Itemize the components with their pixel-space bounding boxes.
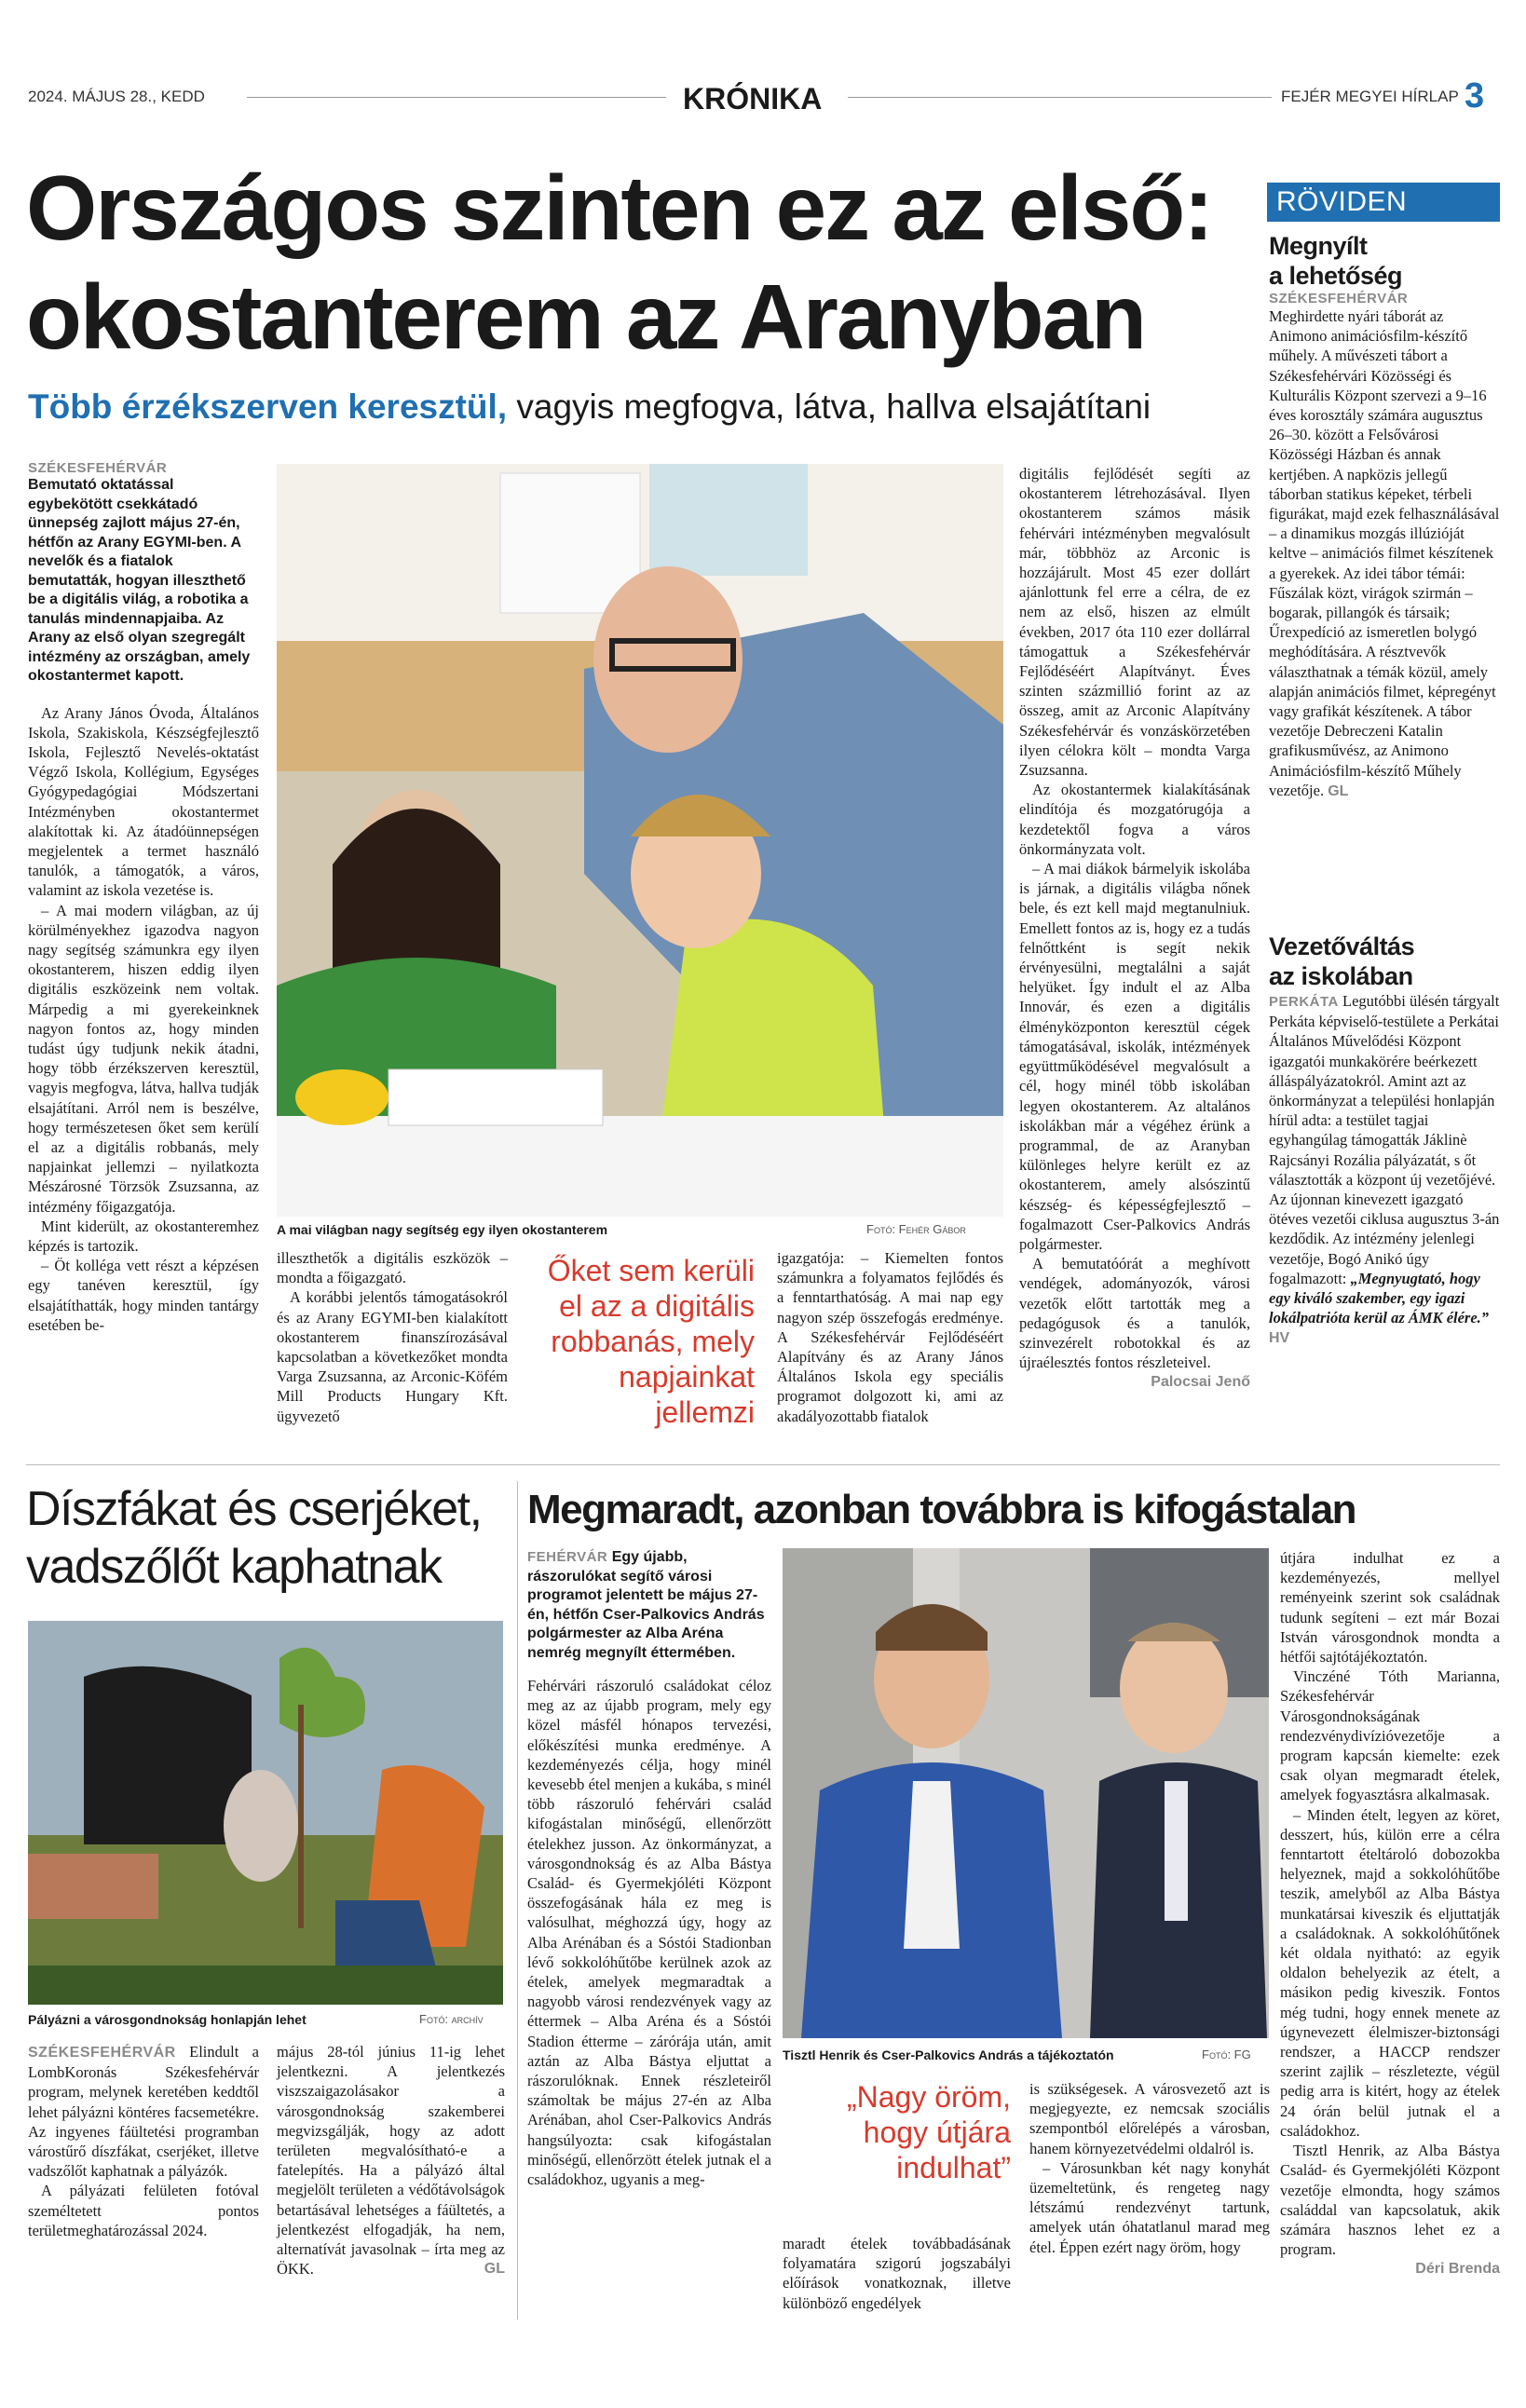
tree-photo — [28, 1621, 503, 2005]
sidebar-item1 — [1269, 231, 1500, 801]
main-col3 — [777, 1248, 1003, 1426]
food-photo-credit: Fotó: FG — [1202, 2047, 1251, 2061]
main-author: Palocsai Jenő — [1151, 1374, 1250, 1391]
tree-kicker: SZÉKESFEHÉRVÁR — [28, 2045, 176, 2061]
main-kicker: SZÉKESFEHÉRVÁR — [28, 460, 168, 476]
paragraph: is szükségesek. A városvezető azt is megjegyezte, ez nemcsak szociális szempontból előrelépés a városban, hanem környezetvédelmi oldalról is. — [1029, 2080, 1270, 2157]
paragraph: Tisztl Henrik, az Alba Bástya Család- és Gyermekjóléti Központ vezetője elmondta, hogy számos családdal van kapcsolatuk, akik számára hasznos lehet ez a program. — [1280, 2142, 1500, 2259]
paragraph: digitális fejlődését segíti az okostanterem létrehozásával. Ilyen okostanterem számos másik fehérvári intézményben megvalósult már, többhöz az Arconic is hozzájárult. Most 45 ezer dollárt ajánlottunk fel erre a célra, de ez nem az első, hiszen az elmúlt években, 2017 óta 110 ezer dollárral támogattuk a Székesfehérvár Fejlődéséért Alapítványt. Éves szinten százmillió forint az az összeg, amit az Arconic Alapítvány Székesfehérvár és vonzáskörzetében ilyen célokra költ – mondta Varga Zsuzsanna. — [1019, 465, 1250, 780]
food-lead-text: Egy újabb, rászorulókat segítő városi programot jelentett be május 27-én, hétfőn Cser-Palkovics András polgármester az Alba Aréna nemrég megnyílt éttermében. — [527, 1549, 765, 1661]
paragraph — [28, 2042, 259, 2181]
main-subhead — [28, 388, 1151, 427]
subhead-rest: vagyis megfogva, látva, hallva elsajátítani — [516, 388, 1151, 426]
main-pull-quote: Őket sem kerüli el az a digitális robbanás, mely napjainkat jellemzi — [547, 1254, 755, 1429]
tree-planting-photo-image — [28, 1621, 503, 2005]
paragraph: igazgatója: – Kiemelten fontos számunkra a folyamatos fejlődés és a fenntarthatóság. A mai nap egy nagyon szép összefogás eredménye. A Székesfehérvár Fejlődéséért Alapítvány és az Arany János Általános Iskola egy speciális programot dolgozott ki, ami az akadályozottabb fiatalok — [777, 1249, 1003, 1425]
classroom-photo-image — [277, 464, 1003, 1217]
section-title: KRÓNIKA — [683, 82, 823, 116]
main-photo — [277, 464, 1003, 1217]
headline-line: Vezetőváltás — [1269, 932, 1415, 960]
paragraph: – Városunkban két nagy konyhát üzemeltetünk, és rengeteg nagy létszámú rendezvényt tartunk, amelyek után óhatatlanul marad meg étel. Éppen ezért nagy öröm, hogy — [1029, 2158, 1270, 2256]
sidebar-item2-body: Legutóbbi ülésén tárgyalt Perkáta képviselő-testülete a Perkátai Általános Művelődési Központ igazgatói munkakörére beérkezett álláspályázatokról. Amint azt az önkormányzat a települési honlapján hírül adta: a testület tagjai egyhangúlag támogatták Jáklinè Rajcsányi Rozália pályázatát, s őt választották a központ új vezetőjévé. Az újonnan kinevezett igazgató ötéves vezetői ciklusa augusztus 3-án kezdődik. Az intézmény jelenlegi vezetője, Bogó Anikó úgy fogalmazott: — [1269, 992, 1500, 1287]
food-col1 — [527, 1548, 771, 2189]
food-photo-caption: Tisztl Henrik és Cser-Palkovics András a tájékoztatón — [783, 2047, 1114, 2062]
paragraph: A bemutatóórát a meghívott vendégek, adományozók, városi vezetők előtt tartották meg a pedagógusok és a tanulók, szinvezérelt robotokkal és az újraélesztés fontos részleteivel. — [1019, 1255, 1250, 1372]
food-kicker: FEHÉRVÁR — [527, 1549, 608, 1565]
main-col1-body — [28, 703, 259, 1336]
tree-photo-caption: Pályázni a városgondnokság honlapján lehet — [28, 2012, 307, 2027]
food-pull-quote: „Nagy öröm, hogy útjára indulhat” — [846, 2080, 1011, 2184]
sidebar-item2-quote: „Megnyugtató, hogy egy kiváló szakember, egy igazi lokálpatrióta kerül az ÁMK élére.” — [1269, 1269, 1490, 1327]
sidebar-item1-sig: GL — [1328, 782, 1349, 799]
paragraph: – Öt kollégа vett részt a képzésen egy tanéven keresztül, így elsajátíthatták, hogy minden tantárgy esetében be- — [28, 1257, 259, 1334]
main-headline-line1: Országos szinten ez az első: — [26, 156, 1212, 259]
press-conference-photo-image — [783, 1548, 1269, 2038]
sidebar-item1-text — [1269, 306, 1500, 801]
paragraph: A pályázati felületen fotóval személtetett pontos területmeghatározással 2024. — [28, 2182, 259, 2239]
food-col2a — [783, 2234, 1011, 2313]
main-photo-caption: A mai világban nagy segítség egy ilyen okostanterem — [277, 1222, 608, 1237]
header-paper-name: FEJÉR MEGYEI HÍRLAP — [1281, 88, 1459, 105]
sidebar-item2-headline — [1269, 932, 1500, 991]
paragraph: maradt ételek továbbadásának folyamatára szigorú jogszabályi előírások vonatkoznak, illetve különböző engedélyek — [783, 2235, 1011, 2312]
main-col4 — [1019, 464, 1250, 1393]
paragraph: útjára indulhat ez a kezdeményezés, mellyel reményeink szerint sok családnak tudunk segíteni – ezt már Bozai István városgondnok mondta a hétfői sajtótájékoztatón. — [1280, 1549, 1500, 1667]
paragraph — [277, 2042, 505, 2279]
page-number: 3 — [1465, 76, 1485, 116]
paragraph: Mint kiderült, az okostanteremhez képzés is tartozik. — [28, 1217, 259, 1255]
sidebar-item1-body: Meghirdette nyári táborát az Animono animációsfilm-készítő műhely. A művészeti tábort a Székesfehérvári Közösségi és Kulturális Központ szervezi a 9–16 éves korosztály számára augusztus 26–30. között a Felsővárosi Közösségi Házban és annak kertjében. A napközis jellegű táborban statikus képeket, térbeli figurákat, majd ezek felhasználásával – a dinamikus mozgás illúzióját keltve – animációs filmet készítenek a gyerekek. Az idei tábor témái: Fűszálak közt, virágok szirmán – bogarak, pillangók és társaik; Űrexpedíció az ismeretlen bolygó meghódítására. A résztvevők választhatnak a témák közül, amely alapján animációs filmet, képregényt vagy grafikát készítenek. A tábor vezetője Debreczeni Katalin grafikusművész, az Animono Animációsfilm-készítő Műhely vezetője. — [1269, 307, 1500, 799]
header-rule-right — [848, 97, 1272, 98]
tree-text: Elindult a LombKoronás Székesfehérvár program, melynek keretében keddtől lehet pályázni köntéres facsemetékre. Az ingyenes fáültetési programban várostűrő díszfákat, cserjéket, illetve vadszőlőt kaphatnak a pályázók. — [28, 2043, 259, 2181]
header-date: 2024. MÁJUS 28., KEDD — [28, 88, 205, 105]
sidebar-item2-text — [1269, 991, 1500, 1349]
paragraph: A korábbi jelentős támogatásokról és az Arany EGYMI-ben kialakított okostanterem finanszírozásával kapcsolatban a következőket mondta Varga Zsuzsanna, az Arconic-Köfém Mill Products Hungary Kft. ügyvezető — [277, 1288, 508, 1425]
subhead-highlight: Több érzékszerven keresztül, — [28, 388, 508, 426]
headline-line: a lehetőség — [1269, 262, 1403, 290]
food-col3 — [1280, 1548, 1500, 2279]
tree-headline-line1: Díszfákat és cserjéket, — [26, 1482, 482, 1536]
headline-line: Megnyílt — [1269, 232, 1368, 260]
paragraph: illeszthetők a digitális eszközök – mondta a főigazgató. — [277, 1249, 508, 1287]
main-col1 — [28, 460, 259, 1335]
tree-photo-credit: Fotó: archív — [419, 2012, 484, 2026]
food-col1-body — [527, 1676, 771, 2189]
paragraph: Vinczéné Tóth Marianna, Székesfehérvár Városgondnokságának rendezvénydivízióvezetője a program kapcsán kiemelte: ezek csak olyan megmaradt ételek, amelyek fogyasztásra alkalmasak. — [1280, 1667, 1500, 1804]
food-author: Déri Brenda — [1415, 2261, 1500, 2278]
section-divider — [26, 1464, 1500, 1465]
sidebar-item1-headline — [1269, 231, 1500, 291]
column-divider — [517, 1481, 518, 2320]
tree-col2 — [277, 2042, 505, 2279]
tree-text: május 28-tól június 11-ig lehet jelentkezni. A jelentkezés viszszaigazolásakor a városgondnokság szakemberei megvizsgálják, hogy az adott területen megvalósítható-e a fatelepítés. Ha a pályázó által megjelölt területen a védőtávolságok betartásával lehetséges a fáültetés, a jelentkezést elfogadják, ha nem, alternatívát javasolnak – írta meg az ÖKK. — [277, 2043, 505, 2279]
main-lead: Bemutató oktatással egybekötött csekkátadó ünnepség zajlott május 27-én, hétfőn az Arany EGYMI-ben. A nevelők és a fiatalok bemutatták, hogyan illeszthető be a digitális világ, a robotika a tanulás mindennapjaiba. Az Arany az első olyan szegregált intézmény az országban, amely okostantermet kapott. — [28, 477, 251, 684]
tree-sig: GL — [484, 2261, 505, 2278]
food-photo — [783, 1548, 1269, 2038]
sidebar-item2-kicker: PERKÁTA — [1269, 994, 1339, 1010]
paragraph: Fehérvári rászoruló családokat céloz meg az az újabb program, mely egy közel másfél hónapos tervezési, előkészítési munka eredménye. A kezdeményezés célja, hogy minél kevesebb étel menjen a kukába, s minél több rászoruló fehérvári család kifogástalan minőségű, ellenőrzött ételekhez jusson. Az önkormányzat, a városgondnokság és az Alba Bástya Család- és Gyermekjóléti Központ összefogásának hála ez meg is valósulhat, méghozzá úgy, hogy az Alba Arénában és a Sóstói Stadionban lévő sokkolóhűtőbe kerülnek azok az ételek, amelyek megmaradtak a nagyobb városi rendezvények vagy az éttermek – Alba Aréna és a Sóstói Stadion étterme – zárórája után, amit aztán az Alba Bástya eljuttat a rászorulóknak. Ennek részleteiről számoltak be május 27-én az Alba Arénában, ahol Cser-Palkovics András hangsúlyozta: csak kifogástalan minőségű, ellenőrzött ételek jutnak el a családokhoz, ugyanis a meg- — [527, 1677, 771, 2189]
food-headline: Megmaradt, azonban továbbra is kifogástalan — [527, 1487, 1356, 1532]
header-rule-left — [247, 97, 666, 98]
paragraph: – A mai diákok bármelyik iskolába is járnak, a digitális világba nőnek bele, és ezt kell majd megtanulniuk. Emellett fontos az is, hogy ez a tudás felnőttként is segít nekik érvényesülni, megtalálni a saját helyüket. Így indult el az Alba Innovár, és ezen a digitális élményközponton keresztül cégek támogatásával, iskolák, intézmények együttműködésével megvalósult a cél, hogy minél több iskolában legyen okostanterem. Az altalános iskolákban már a végéhez érünk a programmal, de az Aranyban különleges helyre került ez az okostanterem, amely alsószintű készség- és képességfejlesztő – fogalmazott Cser-Palkovics András polgármester. — [1019, 860, 1250, 1253]
food-lead — [527, 1548, 771, 1663]
sidebar-title: RÖVIDEN — [1276, 186, 1408, 217]
paragraph: Az Arany János Óvoda, Általános Iskola, Szakiskola, Készségfejlesztő Iskola, Fejlesztő Nevelés-oktatást Végző Iskola, Kollégium, Egységes Gyógypedagógiai Módszertani Intézményben okostantermet alakítottak ki. Az átadóünnepségen megjelentek a termet használó tanulók, a támogatók, a város, valamint az iskola vezetése is. — [28, 703, 259, 900]
headline-line: az iskolában — [1269, 962, 1413, 990]
tree-headline-line2: vadszőlőt kaphatnak — [26, 1540, 442, 1594]
main-headline-line2: okostanterem az Aranyban — [26, 265, 1145, 368]
paragraph: – Minden ételt, legyen az köret, desszert, hús, külön erre a célra fenntartott ételtároló dobozokba helyeznek, majd a sokkolóhűtőbe teszik, amelyből az Alba Bástya munkatársai kiveszik és eljuttatják a családoknak. A sokkolóhűtőnek két oldala nyitható: az egyik oldalon behelyezik az ételt, a másikon pedig kiveszik. Fontos még tudni, hogy ennek menete az úgynevezett élelmiszer-biztonsági rendszer, a HACCP rendszer szerint zajlik – részletezte, végül pedig arra is kitért, hogy az ételek 24 órán belül jutnak el a családokhoz. — [1280, 1805, 1500, 2140]
main-col2 — [277, 1248, 508, 1426]
sidebar-item2-sig: HV — [1269, 1330, 1290, 1347]
paragraph: Az okostantermek kialakításának elindítója és mozgatórugója a kezdetektől fogva a város önkormányzata volt. — [1019, 781, 1250, 858]
food-col2b — [1029, 2079, 1270, 2257]
main-photo-credit: Fotó: Fehér Gábor — [866, 1222, 966, 1236]
sidebar-item1-kicker: SZÉKESFEHÉRVÁR — [1269, 291, 1409, 306]
paragraph: – A mai modern világban, az új körülményekhez igazodva nagyon nagy segítség számunkra egy ilyen okostanterem, hiszen eddig ilyen digitális eszközeink nem voltak. Márpedig a mi gyerekeinknek nagyon fontos az, hogy minden tudást úgy tudjunk nekik átadni, hogy több érzékszerven keresztül, vagyis megfogva, látva, hallva tudják elsajátítani. Arról nem is beszélve, hogy természetesen őket sem kerülí el az a digitális robbanás, mely napjainkat jellemzi – nyilatkozta Mészárosné Törzsök Zsuzsanna, az intézmény főigazgatója. — [28, 901, 259, 1216]
tree-col1 — [28, 2042, 259, 2240]
sidebar-item2 — [1269, 932, 1500, 1349]
